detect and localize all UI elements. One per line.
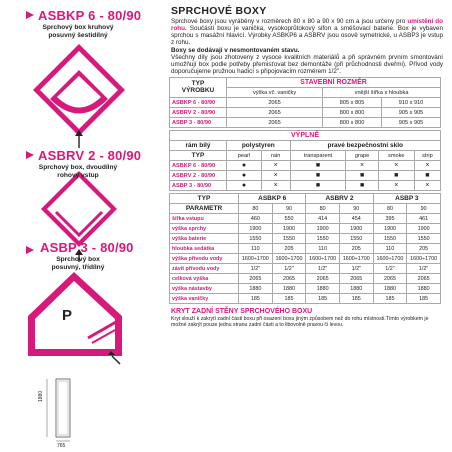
model-subtitle-asbkp6: Sprchový box kruhový posuvný šestidílný <box>42 24 114 39</box>
info-column <box>169 5 449 328</box>
parameters-table: TYP ASBKP 6 ASBRV 2 ASBP 3 PARAMETR 80 90 80 90 80 90 šířka vstupu 460 550 414 454 395 461 výška sprchy 1900 1900 1900 1900 1900 1900 výška baterie 1550 1550 1550 1550 1550 1550 hloubka sedátka 110 205 110 205 110 205 výška přívodu vody 1600÷1700 1600÷1700 1600÷1700 1600÷1700 1600÷1700 1600÷1700 závit přívodu vody 1/2" 1/2" 1/2" 1/2" 1/2" 1/2" celková výška 2065 2065 2065 2065 2065 2065 výška nástavby 1880 1880 1880 1880 1880 1880 výška vaničky 185 185 185 185 185 185 <box>169 193 441 304</box>
model-column <box>0 0 162 452</box>
dimensions-table: TYP VÝROBKU STAVEBNÍ ROZMĚR výška vč. vaničky vnější šířka x hloubka ASBKP 6 - 80/90 2065 805 x 805 910 x 910 ASBRV 2 - 80/90 2065 800 x 800 905 x 905 ASBP 3 - 80/90 2065 800 x 800 905 x 905 <box>169 77 441 128</box>
model-subtitle-asbrv2: Sprchový box, dvoudílný rohový vstup <box>38 164 118 179</box>
table-row: výška vaničky 185 185 185 185 185 185 <box>170 294 441 304</box>
width-label: 765 <box>57 443 66 449</box>
table-row: hloubka sedátka 110 205 110 205 110 205 <box>170 244 441 254</box>
model-subtitle-asbp3: Sprchový box posuvný, třídílný <box>51 256 105 271</box>
height-label: 1880 <box>38 390 44 402</box>
table-row: závit přívodu vody 1/2" 1/2" 1/2" 1/2" 1/2" 1/2" <box>170 264 441 274</box>
table-row: výška přívodu vody 1600÷1700 1600÷1700 1600÷1700 1600÷1700 1600÷1700 1600÷1700 <box>170 254 441 264</box>
model-title-asbkp6: ASBKP 6 - 80/90 <box>38 8 142 23</box>
section-title: SPRCHOVÉ BOXY <box>171 5 267 17</box>
fills-table: VÝPLNĚ rám bílý polystyren pravé bezpečnostní sklo TYP pearl rain transparent grape smoke strip ASBKP 6 - 80/90 ● × ■ × × × ASBRV 2 - 80/90 ● × ■ ■ ■ ■ ASBP 3 - 80/90 ● × ■ ■ × × <box>169 130 441 191</box>
table-row: výška baterie 1550 1550 1550 1550 1550 1550 <box>170 234 441 244</box>
table-row: výška nástavby 1880 1880 1880 1880 1880 1880 <box>170 284 441 294</box>
cover-title: KRYT ZADNÍ STĚNY SPRCHOVÉHO BOXU <box>171 308 313 316</box>
table-row: šířka vstupu 460 550 414 454 395 461 <box>170 214 441 224</box>
model-title-asbrv2: ASBRV 2 - 80/90 <box>38 148 142 163</box>
model-diagrams <box>0 0 162 452</box>
description: Sprchové boxy jsou vyráběny v rozměrech 80 x 80 a 90 x 90 cm a jsou určeny pro umístění do rohu. Součástí boxu je vanička, vysokoprůtokový sifon a směšovací baterie. Box je vybaven sprchou s masážní hlavicí. Výrobky ASBKP6 a ASBRV jsou osově symetrické, u ASBP3 je vstup z rohu. Boxy se dodávají v nesmontovaném stavu. Všechny díly jsou zhotoveny z vysoce kvalitních materiálů a při správném prvním smontování umožňují box podle potřeby přemisťovat bez demontáže (při průchodnosti dveřmi). Přívod vody doporučujeme pružnou hadicí s připojovacím rozměrem 1/2". <box>171 18 443 76</box>
model-title-asbp3: ASBP 3 - 80/90 <box>40 240 134 255</box>
table-row: výška sprchy 1900 1900 1900 1900 1900 1900 <box>170 224 441 234</box>
cover-note: Kryt slouží k zakrytí zadní části boxu při osazení boxu jiným způsobem než do rohu místnosti.Tímto výrobkem je možné zakrýt pouze jednu stranu zadní části a to libovolně pravou či levou. <box>171 316 429 329</box>
marker-icon <box>26 11 34 19</box>
parking-letter: P <box>62 307 73 324</box>
table-row: celková výška 2065 2065 2065 2065 2065 2065 <box>170 274 441 284</box>
